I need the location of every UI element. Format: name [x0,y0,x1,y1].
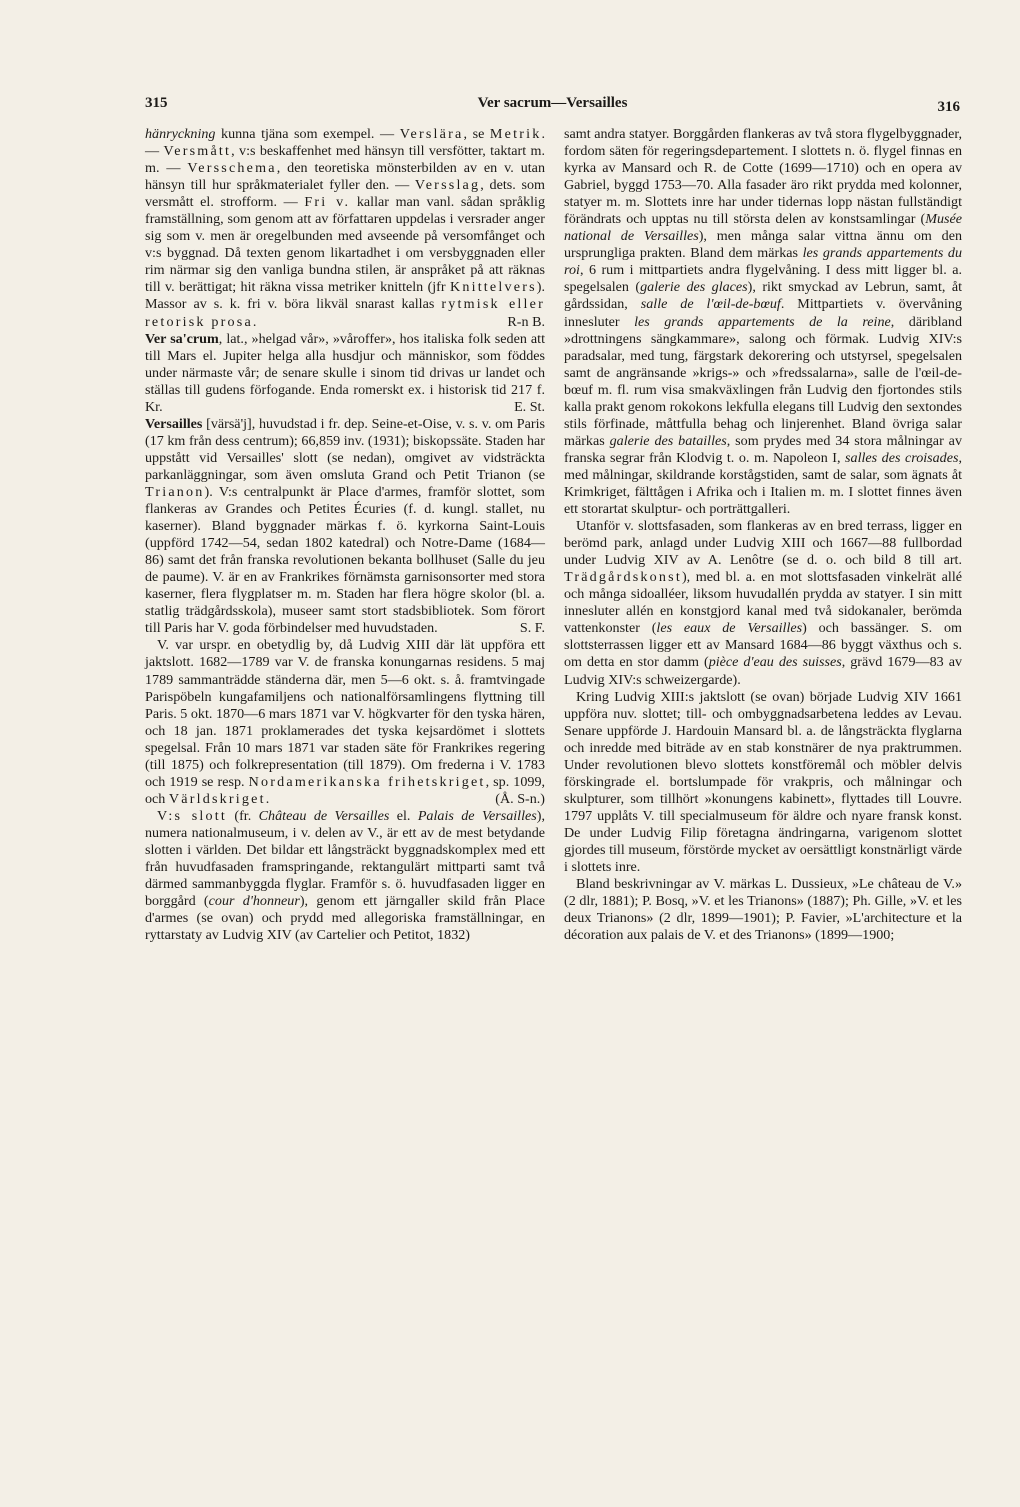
palace-interior-paragraph: samt andra statyer. Borggården flankeras av två stora flygelbyggnader, fordom säten för regeringsdepartement. I slottets n. ö. flygel finnas en kyrka av Mansard och R. de Cotte (1699—1710) och en opera av Gabriel, byggd 1753—70. Alla fasader äro rikt prydda med kolonner, statyer m. m. Slottets inre har under tidernas lopp nästan fullständigt förändrats och upptas nu till största delen av konstsamlingar (Musée national de Versailles), men många salar vittna ännu om den ursprungliga prakten. Bland dem märkas les grands appartements du roi, 6 rum i mittpartiets andra flygelvåning. I dess mitt ligger bl. a. spegelsalen (galerie des glaces), rikt smyckad av Lebrun, samt, åt gårdssidan, salle de l'œil-de-bœuf. Mittpartiets v. övervåning innesluter les grands appartements de la reine, däribland »drottningens sängkammare», salong och förmak. Ludvig XIV:s paradsalar, med tung, färgstark dekorering och utstyrsel, spegelsalen samt de angränsande »krigs-» och »fredssalarna», salle de l'œil-de-bœuf m. fl. rum visa smakväxlingen från Ludvig den fjortondes stils kalla prakt genom rokokons lekfulla elegans till Ludvig den sextondes stils förfinade, måttfulla behag och linjerenhet. Bland övriga salar märkas galerie des batailles, som prydes med 34 stora målningar av franska segrar från Klodvig t. o. m. Napoleon I, salles des croisades, med målningar, skildrande korstågstiden, samt de salar, som ägnats åt Krimkriget, fälttågen i Afrika och i Italien m. m. I slottet finnes även ett storartat skulptur- och porträttgalleri. [564,126,963,518]
headword-ver-sacrum: Ver sa'crum [145,330,219,347]
entry-ver-sacrum: Ver sa'crum, lat., »helgad vår», »våroffer», hos italiska folk seden att till Mars el. Jupiter helga alla husdjur och människor, som föddes under närmaste vår; de senare skulle i sinom tid drivas ur landet och ställas till gudens förfogande. Enda romerskt ex. i historisk tid 217 f. Kr. E. St. [145,330,546,415]
page-header [145,95,960,119]
running-title: Ver sacrum—Versailles [477,95,628,111]
construction-history-paragraph: Kring Ludvig XIII:s jaktslott (se ovan) började Ludvig XIV 1661 uppföra nuv. slottet; till- och ombyggnadsarbetena leddes av Levau. Senare uppförde J. Hardouin Mansard bl. a. de långsträckta flyglarna och inredde med biträde av en stab konstnärer de nya praktrummen. Under revolutionen blevo slottets konstföremål och möbler delvis förskingrade el. bortslumpade för vrakpris, och målningar och skulpturer, som tillhört »konungens kabinett», flyttades till Louvre. 1797 upplåts V. till specialmuseum för äldre och nyare fransk konst. De under Ludvig Filip företagna ändringarna, varigenom slottet gjordes till museum, förstörde mycket av oersättligt konstnärligt värde i slottets inre. [564,688,962,876]
author-signature: (Å. S-n.) [495,790,545,807]
left-column [145,126,545,944]
entry-versailles-history: V. var urspr. en obetydlig by, då Ludvig XIII där lät uppföra ett jaktslott. 1682—1789 var V. de franska konungarnas residens. 5 maj 1789 sammanträdde ständerna där, men 5—6 okt. s. å. framtvingade Parispöbeln kungafamiljens och nationalförsamlingens flyttning till Paris. 5 okt. 1870—6 mars 1871 var V. högkvarter för den tyska hären, och 18 jan. 1871 proklamerades det tyska kejsardömet i slottets spegelsal. Från 10 mars 1871 var staden säte för Frankrikes regering (till 1875) och folkrepresentation (till 1879). Om frederna i V. 1783 och 1919 se resp. Nordamerikanska frihetskriget, sp. 1099, och Världskriget. (Å. S-n.) [145,637,546,807]
entry-versailles-palace: V:s slott (fr. Château de Versailles el. Palais de Versailles), numera nationalmuseum, i v. delen av V., är ett av de mest betydande slotten i världen. Det bildar ett långsträckt byggnadskomplex med ett från huvudfasaden framspringande, rektangulärt mittparti samt två därmed sammanbyggda flyglar. Framför s. ö. huvudfasaden ligger en borggård (cour d'honneur), genom ett järngaller skild från Place d'armes (se ovan) och prydd med allegoriska framställningar, en ryttarstaty av Ludvig XIV (av Cartelier och Petitot, 1832) [145,807,545,944]
page-number-left: 315 [145,95,168,111]
bibliography-paragraph: Bland beskrivningar av V. märkas L. Dussieux, »Le château de V.» (2 dlr, 1881); P. Bosq, »V. et les Trianons» (1887); Ph. Gille, »V. et les deux Trianons» (2 dlr, 1899—1901); P. Favier, »L'architecture et la décoration aux palais de V. et des Trianons» (1899—1900; [564,876,962,944]
author-signature: S. F. [519,620,545,637]
author-signature: E. St. [514,398,545,415]
headword-versailles: Versailles [145,415,203,432]
page-number-right: 316 [937,99,960,115]
right-column [564,126,962,944]
park-paragraph: Utanför v. slottsfasaden, som flankeras av en bred terrass, ligger en berömd park, anlagd under Ludvig XIII och 1667—88 fullbordad under Ludvig XIV av A. Lenôtre (se d. o. och bild 8 till art. Trädgårdskonst), med bl. a. en mot slottsfasaden vinkelrät allé och många sidoalléer, liksom huvudallén prydda av statyer. I sin mitt innesluter allén en konstgjord kanal med två sidokanaler, berömda vattenkonster (les eaux de Versailles) och bassänger. S. om slottsterrassen ligger ett av Mansard 1684—86 byggt växthus och s. om detta en stor damm (pièce d'eau des suisses, grävd 1679—83 av Ludvig XIV:s schweizergarde). [564,518,962,688]
entry-vers-continuation: hänryckning kunna tjäna som exempel. — Verslära, se Metrik. — Versmått, v:s beskaffenhet med hänsyn till versfötter, taktart m. m. — Versschema, den teoretiska mönsterbilden av en v. utan hänsyn till hur språkmaterialet fyller den. — Versslag, dets. som versmått el. strofform. — Fri v. kallar man vanl. sådan språklig framställning, som genom att av författaren uppdelas i versrader anger sig som v. men är oregelbunden med avseende på versomfånget och v:s byggnad. Då texten genom likartadhet i om versbyggnaden eller rim närmar sig den vanliga bundna stilen, är anspråket på att räknas till v. berättigat; hit räkna vissa metriker knitteln (jfr Knittelvers). Massor av s. k. fri v. böra likväl snarast kallas rytmisk eller retorisk prosa. R-n B. [145,126,546,330]
entry-versailles: Versailles [värsä'j], huvudstad i fr. dep. Seine-et-Oise, v. s. v. om Paris (17 km från dess centrum); 66,859 inv. (1931); biskopssäte. Staden har uppstått vid Versailles' slott (se nedan), omgivet av vidsträckta parkanläggningar, som även omsluta Grand och Petit Trianon (se Trianon). V:s centralpunkt är Place d'armes, framför slottet, som flankeras av Grandes och Petites Écuries (f. d. kungl. stallet, nu kaserner). Bland byggnader märkas f. ö. kyrkorna Saint-Louis (uppförd 1742—54, sedan 1802 katedral) och Notre-Dame (1684—86) samt det från franska revolutionen bekanta bollhuset (Salle du jeu de paume). V. är en av Frankrikes förnämsta garnisonsorter med stora kaserner, flera flygplatser m. m. Staden har flera högre skolor (bl. a. statlig trädgårdsskola), museer samt stort stadsbibliotek. Som förort till Paris har V. goda förbindelser med huvudstaden. S. F. [145,415,545,637]
author-signature: R-n B. [507,313,545,330]
